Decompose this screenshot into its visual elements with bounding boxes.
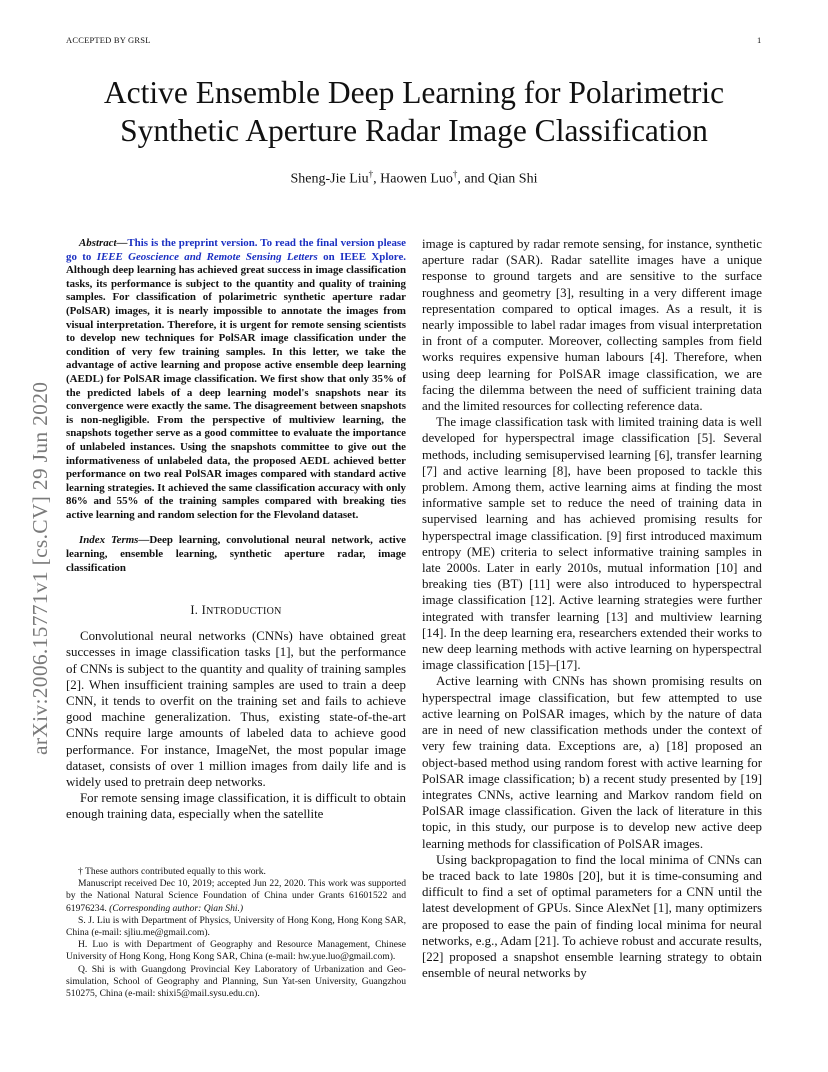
left-column xyxy=(66,237,406,823)
title-line-2: Synthetic Aperture Radar Image Classification xyxy=(120,113,708,148)
footnote-author-liu: S. J. Liu is with Department of Physics, University of Hong Kong, Hong Kong SAR, China (e-mail: sjliu.me@gmail.com). xyxy=(66,914,406,939)
arxiv-identifier-stamp: arXiv:2006.15771v1 [cs.CV] 29 Jun 2020 xyxy=(28,381,52,755)
abstract-body: Although deep learning has achieved great success in image classification tasks, its performance is subject to the quantity and quality of training samples. For classification of polarimetric synthetic aperture radar (PolSAR) images, it is nearly impossible to annotate the images from visual interpretation. Therefore, it is urgent for remote sensing scientists to develop new techniques for PolSAR image classification under the condition of very few training samples. In this letter, we take the advantage of active learning and propose active ensemble deep learning (AEDL) for PolSAR image classification. We first show that only 35% of the predicted labels of a deep learning model's snapshots near its convergence were exactly the same. The disagreement between snapshots is non-negligible. From the perspective of multiview learning, the snapshots together serve as a good committee to evaluate the importance of unlabeled instances. Using the snapshots committee to give out the informativeness of unlabeled data, the proposed AEDL achieved better performance on two real PolSAR images compared with standard active learning strategies. It achieved the same classification accuracy with only 86% and 55% of the training samples compared with breaking ties active learning and random selection for the Flevoland dataset. xyxy=(66,264,406,521)
abstract-dash: — xyxy=(116,237,128,249)
index-terms-dash: — xyxy=(138,534,150,547)
index-terms xyxy=(66,534,406,575)
abstract xyxy=(66,237,406,522)
intro-paragraph-1: Convolutional neural networks (CNNs) have obtained great successes in image classification tasks [1], but the performance of CNNs is subject to the quantity and quality of training samples [2]. When insufficient training samples are used to train a deep CNN, it tends to overfit on the training set and fails to achieve good machine generalization. Thus, existing state-of-the-art CNNs require large amounts of labeled data to achieve good performance. For instance, ImageNet, the most popular image dataset, consists of over 1 million images from daily life and is widely used to pretrain deep networks. xyxy=(66,629,406,790)
journal-name: IEEE Geoscience and Remote Sensing Letters xyxy=(96,250,318,263)
running-header: ACCEPTED BY GRSL xyxy=(66,35,151,45)
index-terms-label: Index Terms xyxy=(79,534,139,547)
page-number: 1 xyxy=(757,35,762,45)
right-paragraph-4: Using backpropagation to find the local minima of CNNs can be traced back to late 1980s [20], but it is time-consuming and difficult to find a set of optimal parameters for a CNN until the latest development of GPUs. Since AlexNet [1], many optimizers are proposed to ease the pain of finding local minima for neural networks, e.g., Adam [21]. To achieve robust and accurate results, [22] proposed a snapshot ensemble learning strategy to obtain ensemble of neural networks by xyxy=(422,852,762,981)
author-3: and Qian Shi xyxy=(464,171,538,187)
section-first-letter: I xyxy=(201,603,207,618)
author-list: Sheng-Jie Liu†, Haowen Luo†, and Qian Shi xyxy=(290,169,538,187)
right-column xyxy=(422,236,762,981)
footnotes xyxy=(66,866,406,1000)
section-title-rest: NTRODUCTION xyxy=(206,606,282,618)
abstract-label: Abstract xyxy=(79,237,117,249)
right-paragraph-2: The image classification task with limited training data is well developed for hyperspectral image classification [5]. Several methods, including semisupervised learning [6], transfer learning [7] and active learning [8], have been proposed to tackle this problem. Among them, active learning aims at finding the most informative sample set to reduce the need of training data in supervised learning and has achieved promising results for hyperspectral image classification. [9] first introduced maximum entropy (ME) criteria to select informative training samples in late 2000s. Later in early 2010s, mutual information [10] and breaking ties (BT) [11] were also introduced to hyperspectral image classification [12]. Active learning strategies were further integrated with transfer learning [13] and multiview learning [14]. In the deep learning era, researchers extended their works to new deep learning methods with active learning on hyperspectral image classification [15]–[17]. xyxy=(422,415,762,673)
index-terms-body: Deep learning, convolutional neural network, active learning, ensemble learning, synthetic aperture radar, image classification xyxy=(66,534,406,574)
footnote-manuscript-text: Manuscript received Dec 10, 2019; accepted Jun 22, 2020. This work was supported by the National Natural Science Foundation of China under Grants 61601522 and 61976234. xyxy=(66,878,406,914)
equal-contribution-mark-1: † xyxy=(368,169,374,179)
section-heading-introduction xyxy=(66,603,406,618)
footnote-author-luo: H. Luo is with Department of Geography and Resource Management, Chinese University of Hong Kong, Hong Kong SAR, China (e-mail: hw.yue.luo@gmail.com). xyxy=(66,939,406,963)
section-numeral: I. xyxy=(190,603,202,618)
preprint-notice-mid: on xyxy=(317,250,341,263)
footnote-corresponding-author: (Corresponding author: Qian Shi.) xyxy=(109,902,244,914)
preprint-notice-text: This is the preprint version. To read the final version please go to xyxy=(66,237,406,263)
title-line-1: Active Ensemble Deep Learning for Polarimetric xyxy=(103,75,725,110)
equal-contribution-mark-2: † xyxy=(452,169,458,179)
right-paragraph-1: image is captured by radar remote sensing, for instance, synthetic aperture radar (SAR). Radar satellite images have a unique response to ground targets and are sensitive to the surface roughness and geometry [3], resulting in a very different image representation compared to optical images. As a result, it is nearly impossible to label radar images from visual interpretation in front of a computer. Moreover, collecting samples from field works requires expensive human labours [4]. Therefore, when using deep learning for PolSAR image classification, we are facing the dilemma between the need of sufficient training data and the limited resources for collecting reference data. xyxy=(422,237,762,414)
ieee-xplore-text: IEEE Xplore. xyxy=(340,250,406,263)
footnote-equal-contribution: † These authors contributed equally to this work. xyxy=(78,866,266,877)
author-2: Haowen Luo xyxy=(380,171,453,187)
paper-title xyxy=(60,74,768,150)
intro-paragraph-2: For remote sensing image classification, it is difficult to obtain enough training data, especially when the satellite xyxy=(66,791,406,822)
right-paragraph-3: Active learning with CNNs has shown promising results on hyperspectral image classification, but few attempted to use active learning on PolSAR images, which by the nature of data are in need of new classification methods under the context of very few training data. Exceptions are, a) [18] proposed an object-based method using random forest with active learning for PolSAR image classification; b) a recent study presented by [19] integrates CNNs, active learning and Markov random field on PolSAR image classification. Given the lack of literature in this topic, in this study, our purpose is to develop new active deep learning methods for classification of PolSAR images. xyxy=(422,674,762,851)
footnote-author-shi: Q. Shi is with Guangdong Provincial Key Laboratory of Urbanization and Geo-simulation, School of Geography and Planning, Sun Yat-sen University, Guangzhou 510275, China (e-mail: shixi5@mail.sysu.edu.cn). xyxy=(66,963,406,1000)
footnote-manuscript xyxy=(66,878,406,915)
author-1: Sheng-Jie Liu xyxy=(290,171,369,187)
